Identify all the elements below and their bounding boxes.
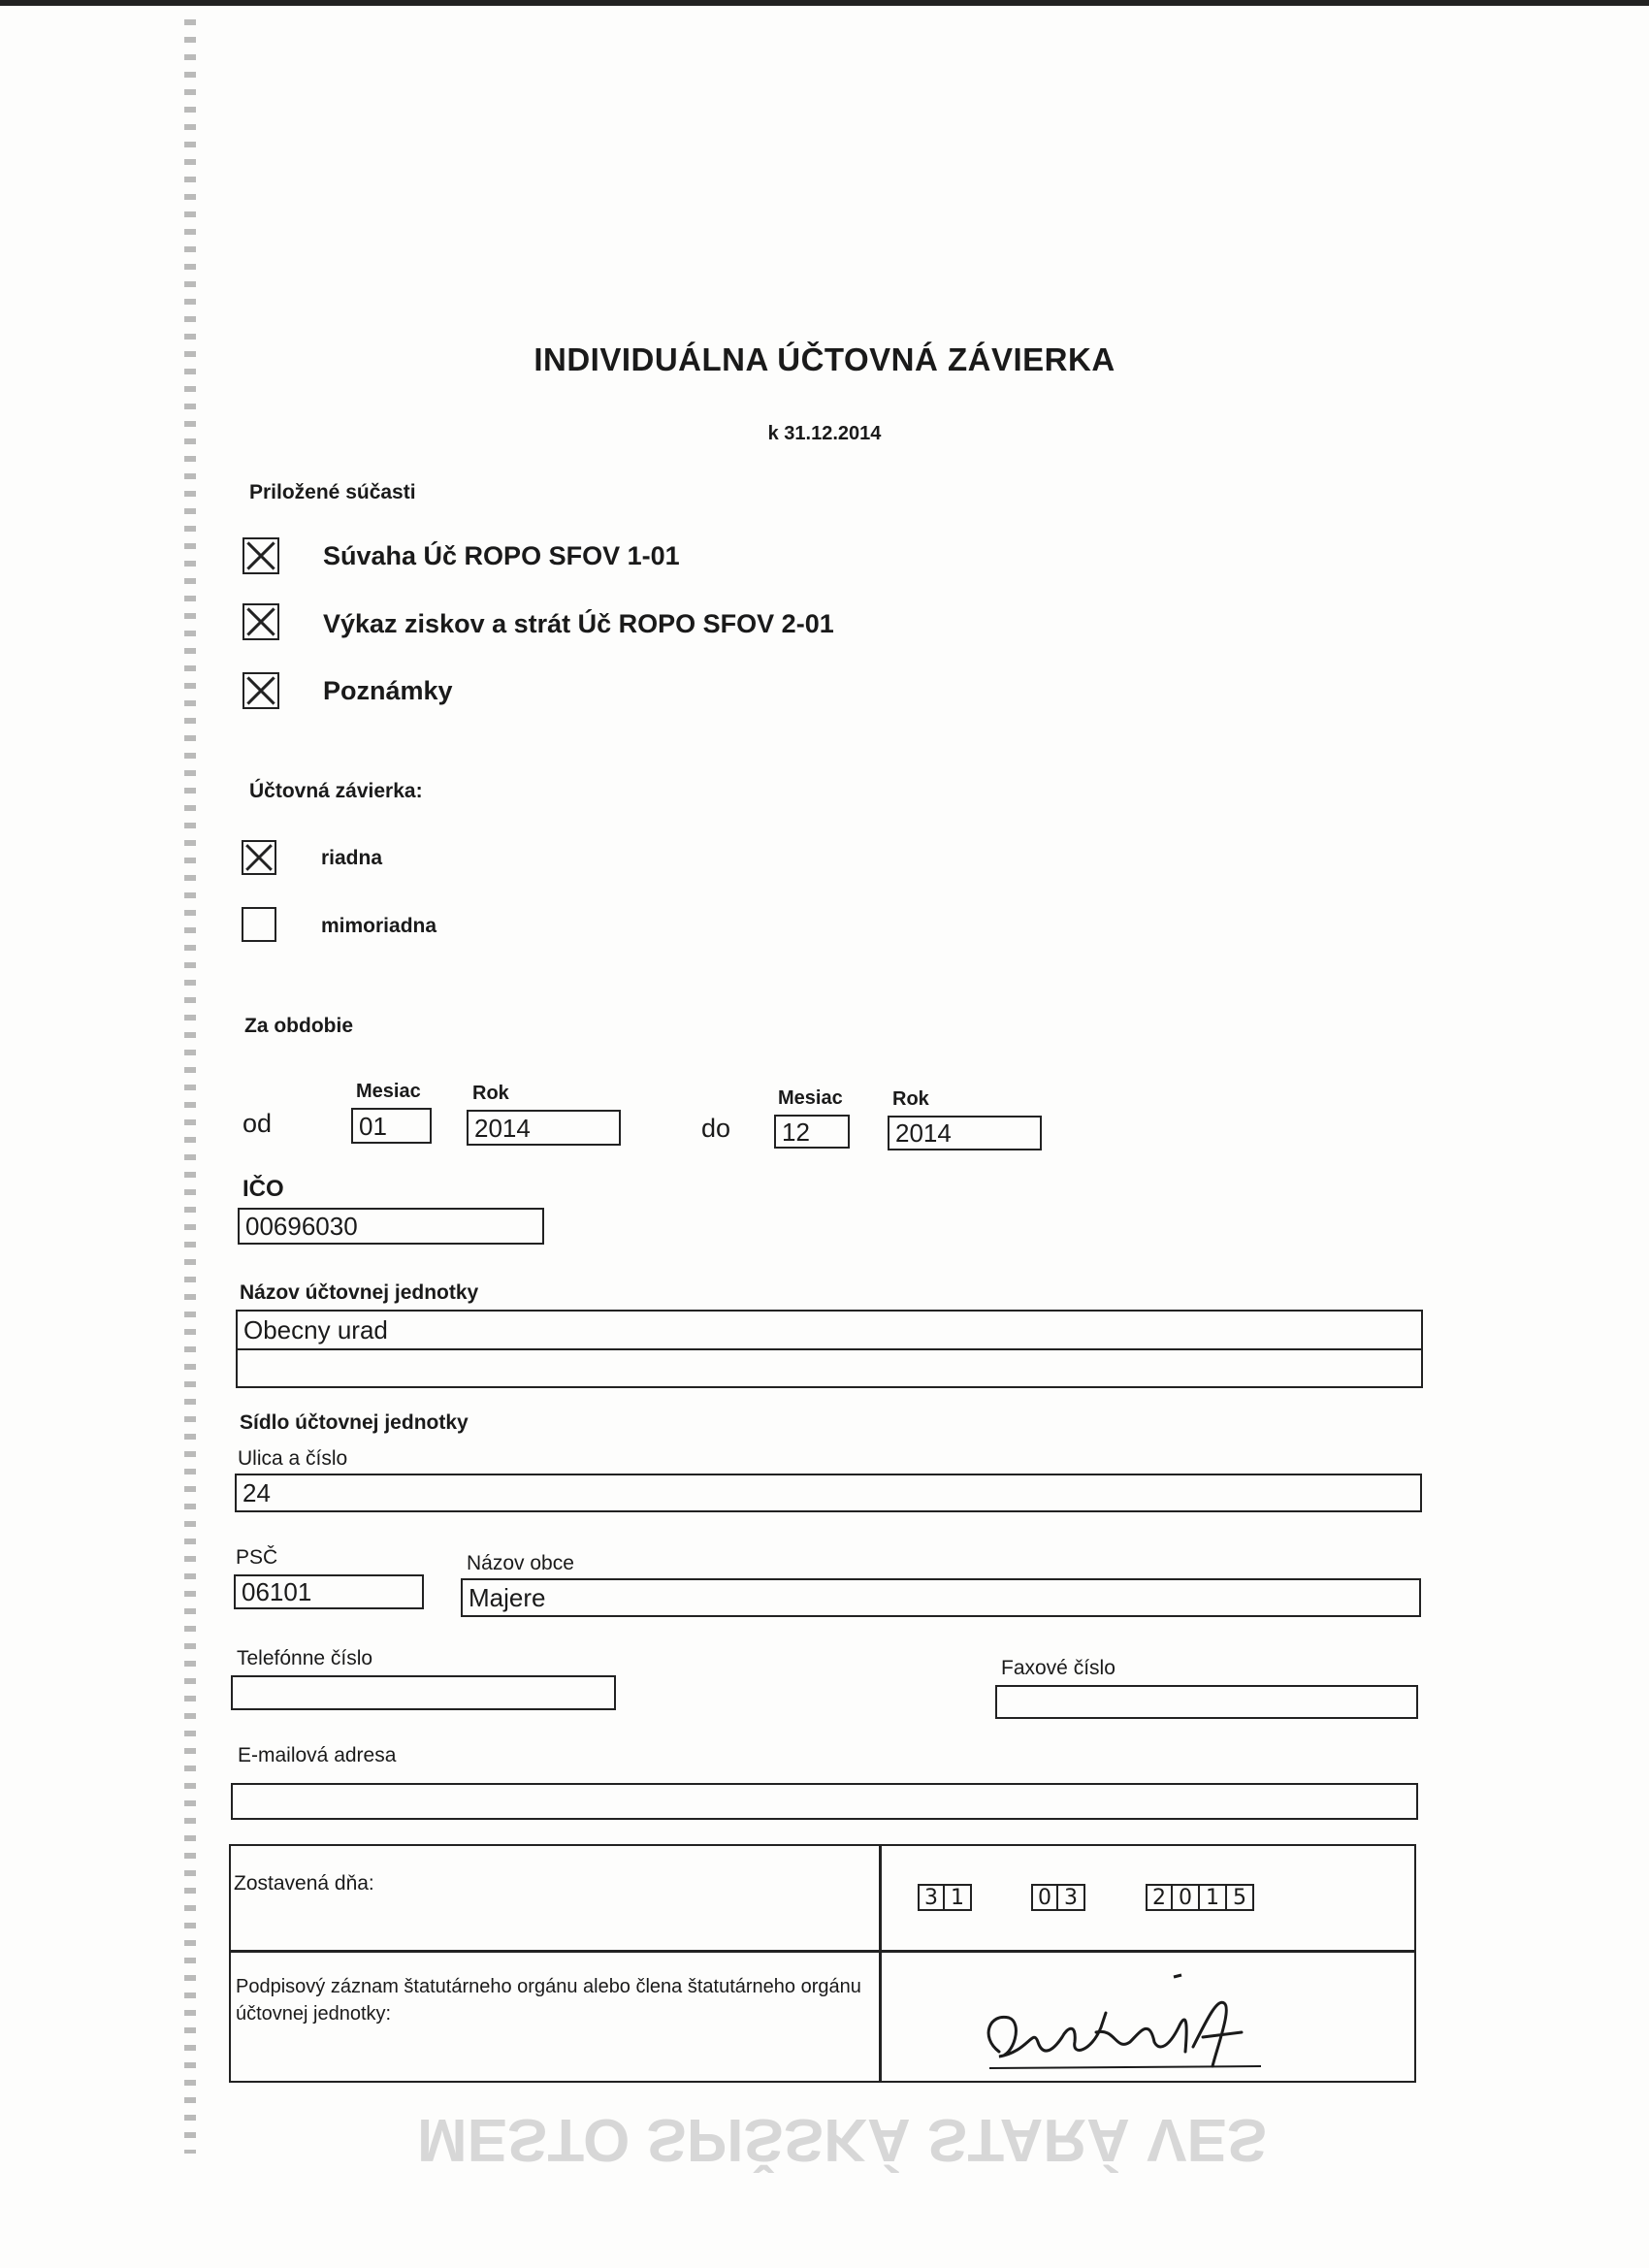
ico-label: IČO [242, 1176, 284, 1202]
checkbox-suvaha[interactable] [242, 537, 279, 574]
to-label: do [701, 1114, 731, 1143]
closing-type-heading: Účtovná závierka: [249, 780, 423, 802]
cross-mark-icon [244, 539, 277, 572]
attachments-heading: Priložené súčasti [249, 481, 416, 503]
to-year-field[interactable]: 2014 [888, 1116, 1042, 1150]
fax-field[interactable] [995, 1685, 1418, 1719]
zip-field[interactable]: 06101 [234, 1574, 424, 1609]
period-heading: Za obdobie [244, 1015, 353, 1037]
checkbox-poznamky[interactable] [242, 672, 279, 709]
compiled-month-field[interactable] [1031, 1884, 1085, 1911]
entity-name-label: Názov účtovnej jednotky [240, 1281, 479, 1304]
handwritten-signature [970, 1960, 1300, 2086]
to-month-field[interactable]: 12 [774, 1115, 850, 1149]
compiled-year-field[interactable] [1146, 1884, 1254, 1911]
day-digit: 1 [945, 1884, 972, 1911]
street-field[interactable]: 24 [235, 1474, 1422, 1512]
fax-label: Faxové číslo [1001, 1657, 1116, 1679]
entity-name-field-line1[interactable]: Obecny urad [236, 1310, 1423, 1350]
email-label: E-mailová adresa [238, 1744, 397, 1766]
street-label: Ulica a číslo [238, 1447, 348, 1470]
day-digit: 3 [918, 1884, 945, 1911]
entity-name-field-line2[interactable] [236, 1350, 1423, 1388]
month-digit: 3 [1058, 1884, 1085, 1911]
from-year-field[interactable]: 2014 [467, 1110, 621, 1146]
bleed-through-text: MESTO SPIŠSKÁ STARÁ VES [417, 2106, 1268, 2173]
closing-type-label-mimoriadna: mimoriadna [321, 915, 437, 937]
zip-label: PSČ [236, 1546, 278, 1569]
signature-label: Podpisový záznam štatutárneho orgánu alebo člena štatutárneho orgánu účtovnej jednotky: [236, 1976, 861, 2025]
attachment-label-suvaha: Súvaha Úč ROPO SFOV 1-01 [323, 541, 680, 570]
email-field[interactable] [231, 1783, 1418, 1820]
attachment-label-vykaz: Výkaz ziskov a strát Úč ROPO SFOV 2-01 [323, 609, 834, 638]
from-label: od [242, 1109, 273, 1138]
year-digit: 1 [1200, 1884, 1227, 1911]
footer-table-horizontal-divider [229, 1950, 1416, 1953]
cross-mark-icon [244, 605, 277, 638]
form-subtitle: k 31.12.2014 [767, 423, 882, 444]
from-month-header: Mesiac [356, 1081, 421, 1102]
year-digit: 0 [1173, 1884, 1200, 1911]
from-month-field[interactable]: 01 [351, 1108, 432, 1144]
closing-type-label-riadna: riadna [321, 847, 383, 869]
scan-top-edge [0, 0, 1649, 6]
year-digit: 5 [1227, 1884, 1254, 1911]
cross-mark-icon [243, 842, 275, 873]
footer-table-vertical-divider [879, 1844, 882, 2083]
checkbox-riadna[interactable] [242, 840, 276, 875]
cross-mark-icon [244, 674, 277, 707]
city-label: Názov obce [467, 1552, 574, 1574]
phone-label: Telefónne číslo [237, 1647, 373, 1669]
compiled-date-label: Zostavená dňa: [234, 1872, 374, 1895]
attachment-label-poznamky: Poznámky [323, 676, 453, 705]
form-title: INDIVIDUÁLNA ÚČTOVNÁ ZÁVIERKA [534, 341, 1116, 377]
compiled-day-field[interactable] [918, 1884, 972, 1911]
checkbox-mimoriadna[interactable] [242, 907, 276, 942]
to-year-header: Rok [892, 1088, 929, 1110]
scan-margin-marks [184, 19, 196, 2154]
month-digit: 0 [1031, 1884, 1058, 1911]
to-month-header: Mesiac [778, 1087, 843, 1109]
city-field[interactable]: Majere [461, 1578, 1421, 1617]
checkbox-vykaz[interactable] [242, 603, 279, 640]
from-year-header: Rok [472, 1083, 509, 1104]
phone-field[interactable] [231, 1675, 616, 1710]
seat-heading: Sídlo účtovnej jednotky [240, 1411, 469, 1434]
year-digit: 2 [1146, 1884, 1173, 1911]
ico-field[interactable]: 00696030 [238, 1208, 544, 1245]
